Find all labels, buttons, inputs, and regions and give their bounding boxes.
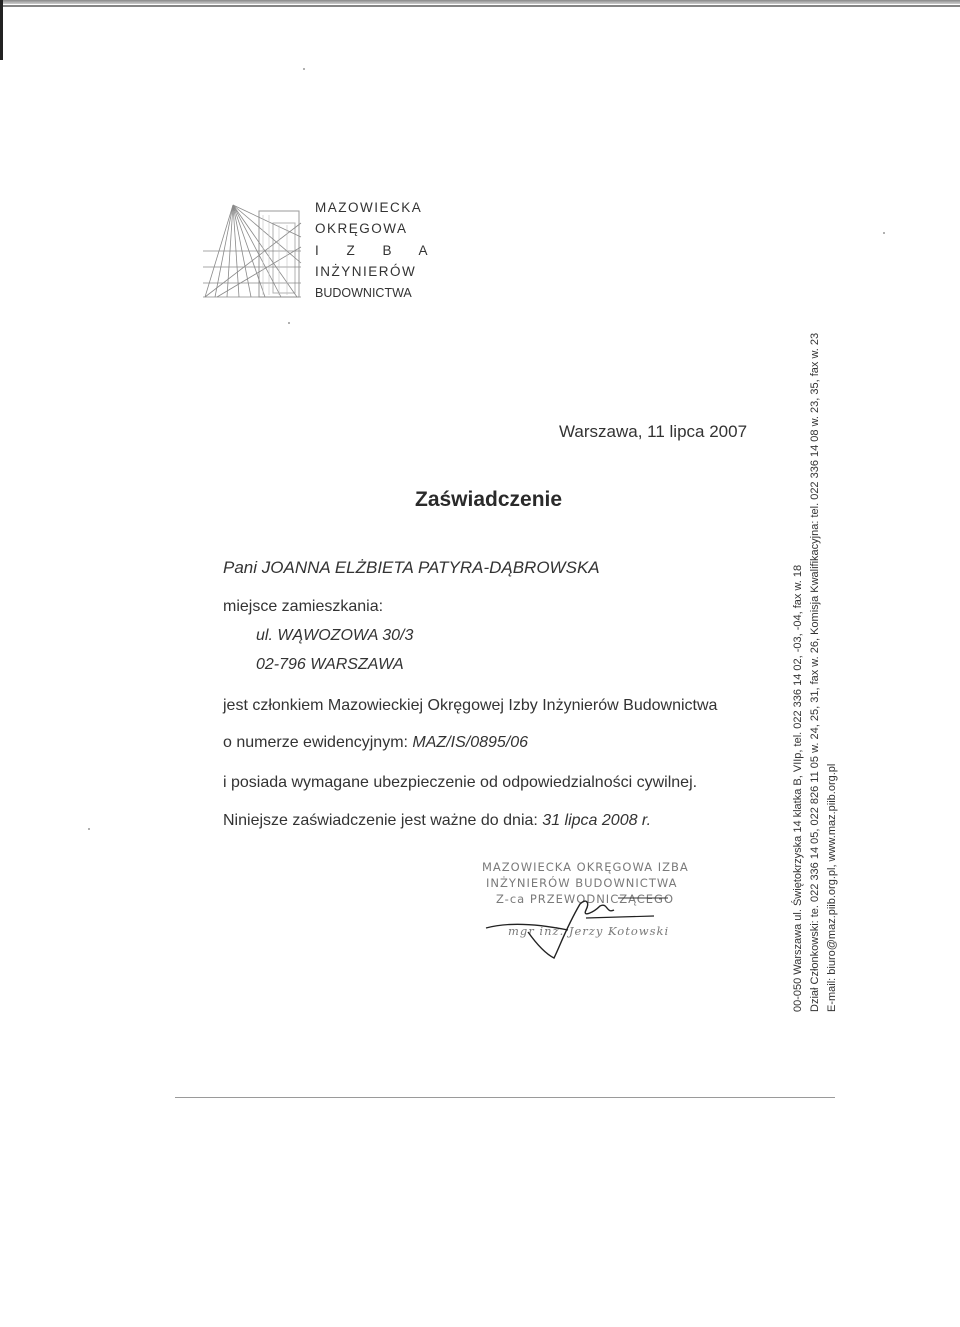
- residence-city: 02-796 WARSZAWA: [256, 656, 404, 673]
- scan-speck: [288, 322, 290, 324]
- recipient-salutation: Pani: [223, 558, 258, 577]
- scan-speck: [303, 68, 305, 70]
- org-name-line-5: BUDOWNICTWA: [315, 286, 412, 300]
- registration-label: o numerze ewidencyjnym:: [223, 734, 408, 751]
- residence-street: ul. WĄWOZOWA 30/3: [256, 627, 414, 644]
- scan-edge-left: [0, 0, 3, 60]
- recipient-name: JOANNA ELŻBIETA PATYRA-DĄBROWSKA: [261, 558, 600, 577]
- contact-info: [790, 212, 841, 1012]
- org-name-line-4: INŻYNIERÓW: [315, 264, 417, 279]
- contact-line-address: 00-050 Warszawa ul. Świętokrzyska 14 klatka B, VIIp, tel. 022 336 14 02, -03, -04, fax w. 18: [792, 564, 804, 1012]
- insurance-statement: i posiada wymagane ubezpieczenie od odpowiedzialności cywilnej.: [223, 774, 698, 791]
- registration-number: MAZ/IS/0895/06: [412, 734, 529, 751]
- registration-line: [223, 734, 528, 752]
- org-name-line-1: MAZOWIECKA: [315, 200, 423, 215]
- validity-date: 31 lipca 2008 r.: [542, 812, 652, 829]
- residence-label: miejsce zamieszkania:: [223, 598, 384, 615]
- org-name-line-2: OKRĘGOWA: [315, 221, 408, 236]
- scan-speck: [88, 828, 90, 830]
- recipient-line: [223, 558, 600, 578]
- document-title: Zaświadczenie: [415, 488, 563, 511]
- chamber-logo-icon: [203, 203, 303, 301]
- issue-date: Warszawa, 11 lipca 2007: [559, 422, 748, 441]
- official-stamp: [468, 858, 708, 968]
- bottom-rule: [175, 1097, 835, 1098]
- contact-line-departments: Dział Członkowski: te. 022 336 14 05, 022 826 11 05 w. 24, 25, 31, fax w. 26, Komisja Kwalifikacyjna: tel. 022 336 14 08 w. 23, 35, fax w. 23: [809, 332, 821, 1012]
- validity-line: [223, 812, 651, 830]
- scan-edge-top: [0, 0, 960, 4]
- signature-icon: [468, 858, 708, 968]
- contact-line-email: E-mail: biuro@maz.piib.org.pl, www.maz.piib.org.pl: [826, 763, 838, 1012]
- org-name-line-3: I Z B A: [315, 243, 440, 258]
- scan-speck: [883, 232, 885, 234]
- validity-label: Niniejsze zaświadczenie jest ważne do dnia:: [223, 812, 538, 829]
- stamp-line-1: MAZOWIECKA OKRĘGOWA IZBA: [482, 860, 689, 874]
- stamp-line-2: INŻYNIERÓW BUDOWNICTWA: [486, 876, 678, 890]
- membership-statement: jest członkiem Mazowieckiej Okręgowej Izby Inżynierów Budownictwa: [223, 697, 718, 714]
- stamp-line-3: Z-ca PRZEWODNICZĄCEGO: [496, 892, 675, 906]
- stamp-line-4: mgr inż. Jerzy Kotowski: [508, 924, 670, 938]
- scan-edge-line: [0, 5, 960, 7]
